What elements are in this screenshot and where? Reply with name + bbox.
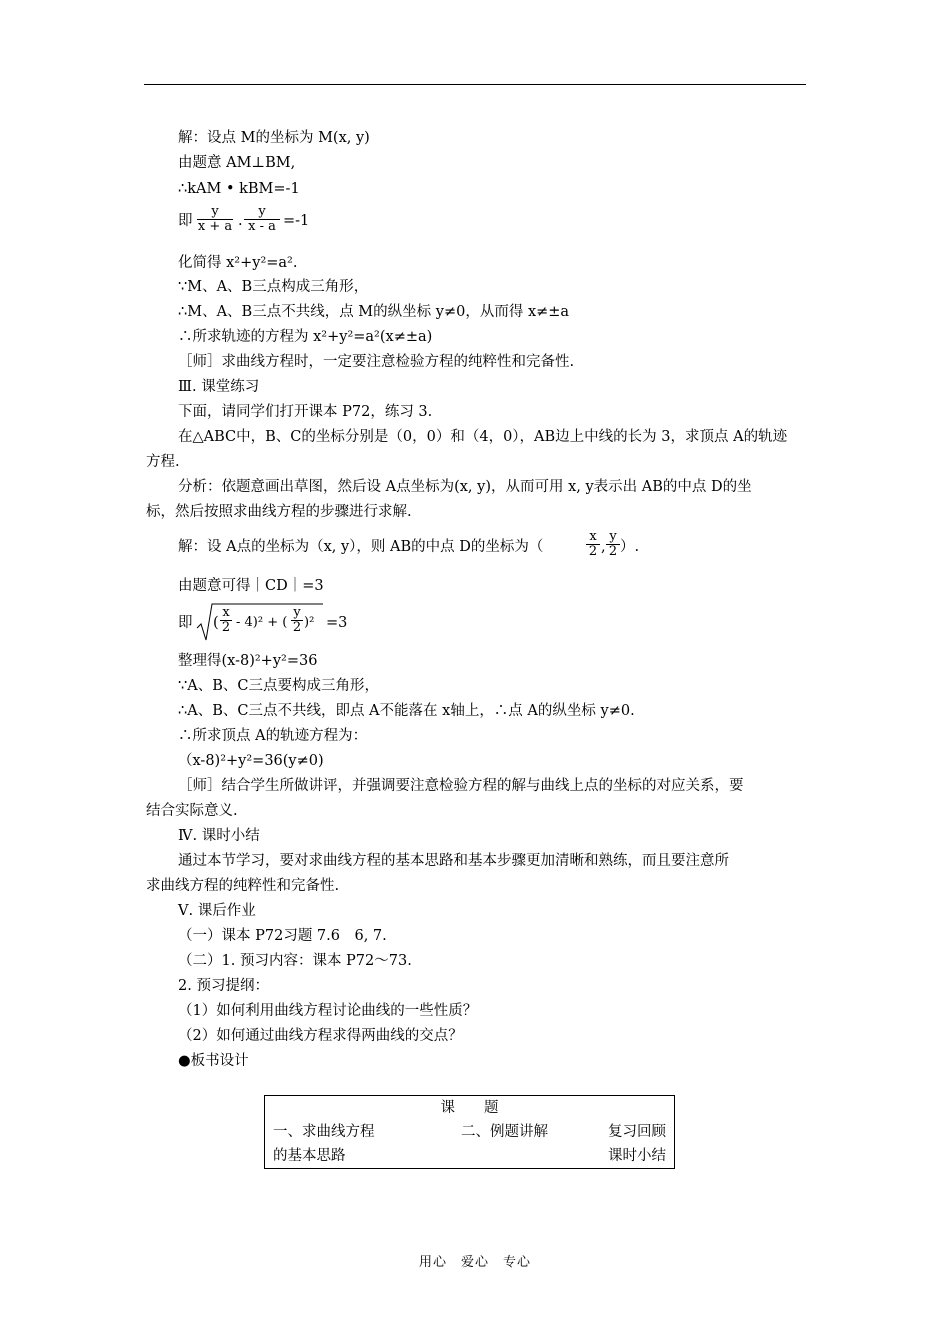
- text-line: 2. 预习提纲：: [178, 978, 269, 994]
- denominator: x - a: [248, 219, 276, 234]
- section-heading: Ⅳ. 课时小结: [178, 828, 260, 844]
- text-line: ∴A、B、C三点不共线，即点 A不能落在 x轴上，∴点 A的纵坐标 y≠0.: [178, 703, 635, 719]
- text-line: 即: [178, 213, 193, 229]
- board-cell: 二、例题讲解: [461, 1124, 548, 1140]
- text-line: 整理得(x-8)²+y²=36: [178, 653, 318, 669]
- text-line: .: [238, 213, 243, 229]
- numerator: x: [589, 529, 597, 544]
- text-line: 由题意可得｜CD｜=3: [178, 578, 324, 594]
- board-cell: 一、求曲线方程: [273, 1124, 375, 1140]
- text-line: 由题意 AM⊥BM,: [178, 155, 296, 171]
- denominator: 2: [292, 620, 302, 635]
- text-line: 分析：依题意画出草图，然后设 A点坐标为(x, y)，从而可用 x, y表示出 AB的中点 D的坐: [178, 479, 752, 495]
- text-line: 结合实际意义.: [146, 803, 238, 819]
- board-cell: 复习回顾: [608, 1124, 666, 1140]
- text-line: 下面，请同学们打开课本 P72，练习 3.: [178, 404, 433, 420]
- text-line: ∵M、A、B三点构成三角形，: [178, 279, 369, 295]
- text-line: 化简得 x²+y²=a².: [178, 255, 298, 271]
- text-line: 在△ABC中，B、C的坐标分别是（0，0）和（4，0），AB边上中线的长为 3，求顶点 A的轨迹: [178, 429, 788, 445]
- text-line: ∴所求轨迹的方程为 x²+y²=a²(x≠±a): [178, 329, 433, 345]
- numerator: x: [222, 605, 230, 620]
- text-line: 解：设 A点的坐标为（x, y），则 AB的中点 D的坐标为（: [178, 539, 544, 555]
- text-line: 通过本节学习，要对求曲线方程的基本思路和基本步骤更加清晰和熟练，而且要注意所: [178, 853, 729, 869]
- math-text: (: [213, 615, 219, 631]
- denominator: 2: [588, 544, 598, 559]
- text-line: 求曲线方程的纯粹性和完备性.: [146, 878, 340, 894]
- text-line: ,: [601, 539, 606, 555]
- text-line: （一）课本 P72习题 7.6 6, 7.: [178, 928, 387, 944]
- fraction: [220, 606, 232, 635]
- section-heading: Ⅴ. 课后作业: [178, 903, 256, 919]
- fraction: [244, 205, 280, 234]
- text-line: =-1: [283, 213, 310, 229]
- denominator: 2: [608, 544, 618, 559]
- math-text: - 4)² + (: [236, 615, 288, 630]
- fraction: [586, 530, 600, 559]
- board-title: 课 题: [440, 1100, 499, 1116]
- text-line: 方程.: [146, 454, 180, 470]
- section-heading: ●板书设计: [178, 1053, 249, 1069]
- fraction: [291, 606, 303, 635]
- text-line: ∴所求顶点 A的轨迹方程为：: [178, 728, 368, 744]
- board-design-table: [264, 1095, 675, 1169]
- board-cell: [431, 1144, 578, 1169]
- numerator: y: [609, 529, 617, 544]
- text-line: ［师］求曲线方程时，一定要注意检验方程的纯粹性和完备性.: [178, 354, 575, 370]
- numerator: y: [211, 204, 219, 219]
- text-line: ∴kAM • kBM=-1: [178, 181, 300, 197]
- text-line: ∵A、B、C三点要构成三角形，: [178, 678, 379, 694]
- text-line: ）.: [620, 539, 640, 555]
- page-footer: 用心 爱心 专心: [418, 1255, 531, 1270]
- denominator: 2: [221, 620, 231, 635]
- header-rule: [144, 84, 806, 85]
- text-line: （x-8)²+y²=36(y≠0): [178, 753, 324, 769]
- text-line: ［师］结合学生所做讲评，并强调要注意检验方程的解与曲线上点的坐标的对应关系，要: [178, 778, 744, 794]
- board-cell: 课时小结: [608, 1148, 666, 1164]
- text-line: （2）如何通过曲线方程求得两曲线的交点？: [178, 1028, 463, 1044]
- text-line: 解：设点 M的坐标为 M(x, y): [178, 130, 370, 146]
- numerator: y: [258, 204, 266, 219]
- text-line: 标，然后按照求曲线方程的步骤进行求解.: [146, 504, 412, 520]
- board-cell: 的基本思路: [273, 1148, 346, 1164]
- numerator: y: [293, 605, 301, 620]
- math-text: )²: [304, 615, 315, 630]
- denominator: x + a: [197, 219, 233, 234]
- fraction: [197, 205, 233, 234]
- fraction: [606, 530, 620, 559]
- section-heading: Ⅲ. 课堂练习: [178, 379, 260, 395]
- text-line: ∴M、A、B三点不共线，点 M的纵坐标 y≠0，从而得 x≠±a: [178, 304, 570, 320]
- text-line: （二）1. 预习内容：课本 P72～73.: [178, 953, 412, 969]
- text-line: 即: [178, 615, 193, 631]
- text-line: （1）如何利用曲线方程讨论曲线的一些性质？: [178, 1003, 478, 1019]
- text-line: =3: [326, 615, 348, 631]
